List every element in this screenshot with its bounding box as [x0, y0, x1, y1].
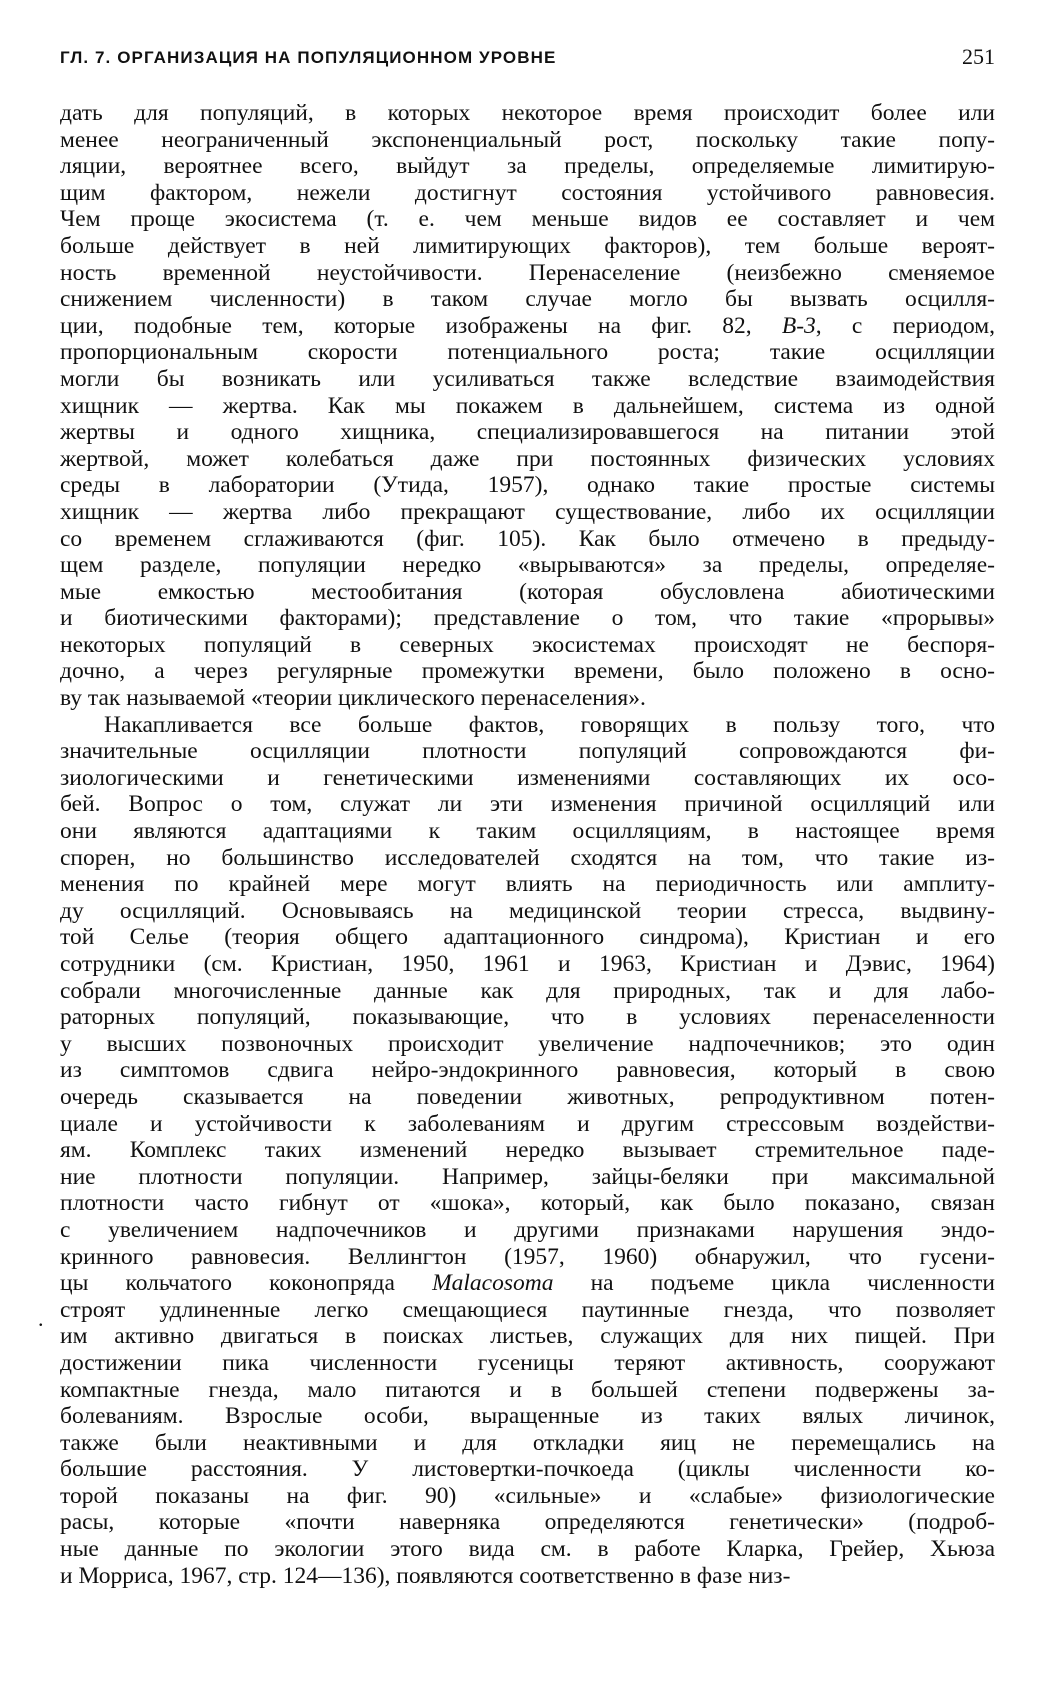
text-line: ду осцилляций. Основываясь на медицинской теории стресса, выдвину-	[60, 897, 995, 924]
text-line: ляции, вероятнее всего, выйдут за пределы, определяемые лимитирую-	[60, 153, 995, 180]
text-line: со временем сглаживаются (фиг. 105). Как было отмечено в предыду-	[60, 525, 995, 552]
text-line: компактные гнезда, мало питаются и в большей степени подвержены за-	[60, 1376, 995, 1403]
text-line: дать для популяций, в которых некоторое время происходит более или	[60, 100, 995, 126]
body-text	[60, 100, 995, 1589]
text-line: ям. Комплекс таких изменений нередко вызывает стремительное паде-	[60, 1137, 995, 1164]
text-line: болеваниям. Взрослые особи, выращенные из таких вялых личинок,	[60, 1403, 995, 1430]
text-line: из симптомов сдвига нейро-эндокринного равновесия, который в свою	[60, 1057, 995, 1084]
text-line: мые емкостью местообитания (которая обусловлена абиотическими	[60, 578, 995, 605]
text-line: больше действует в ней лимитирующих факторов), тем больше вероят-	[60, 232, 995, 259]
text-line: расы, которые «почти наверняка определяются генетически» (подроб-	[60, 1509, 995, 1536]
text-line: достижении пика численности гусеницы теряют активность, сооружают	[60, 1349, 995, 1376]
text-line: среды в лаборатории (Утида, 1957), однако такие простые системы	[60, 472, 995, 499]
text-line: также были неактивными и для откладки яиц не перемещались на	[60, 1429, 995, 1456]
text-line: торой показаны на фиг. 90) «сильные» и «слабые» физиологические	[60, 1482, 995, 1509]
margin-mark: .	[38, 1306, 44, 1331]
text-line: менения по крайней мере могут влиять на периодичность или амплиту-	[60, 871, 995, 898]
text-line: щим фактором, нежели достигнут состояния устойчивого равновесия.	[60, 179, 995, 206]
text-line: и биотическими факторами); представление о том, что такие «прорывы»	[60, 605, 995, 632]
text-line: дочно, а через регулярные промежутки времени, было положено в осно-	[60, 658, 995, 685]
text-line: у высших позвоночных происходит увеличение надпочечников; это один	[60, 1030, 995, 1057]
text-line: Чем проще экосистема (т. е. чем меньше видов ее составляет и чем	[60, 206, 995, 233]
italic-term: Malacosoma	[432, 1270, 554, 1297]
text-line: раторных популяций, показывающие, что в условиях перенаселенности	[60, 1004, 995, 1031]
text-line: той Селье (теория общего адаптационного синдрома), Кристиан и его	[60, 924, 995, 951]
text-line: плотности часто гибнут от «шока», который, как было показано, связан	[60, 1190, 995, 1217]
text-line: ность временной неустойчивости. Перенаселение (неизбежно сменяемое	[60, 259, 995, 286]
text-line: и Морриса, 1967, стр. 124—136), появляются соответственно в фазе низ-	[60, 1562, 791, 1589]
text-line: некоторых популяций в северных экосистемах происходят не беспоря-	[60, 631, 995, 658]
text-line: ции, подобные тем, которые изображены на фиг. 82, В-3, с периодом,	[60, 312, 995, 339]
text-line: хищник — жертва. Как мы покажем в дальнейшем, система из одной	[60, 392, 995, 419]
text-line: очередь сказывается на поведении животных, репродуктивном потен-	[60, 1083, 995, 1110]
text-line: щем разделе, популяции нередко «вырываются» за пределы, определяе-	[60, 552, 995, 579]
text-line: бей. Вопрос о том, служат ли эти изменения причиной осцилляций или	[60, 791, 995, 818]
text-line: значительные осцилляции плотности популяций сопровождаются фи-	[60, 738, 995, 765]
paragraph	[60, 100, 995, 712]
paragraph	[60, 712, 995, 1590]
text-line: зиологическими и генетическими изменениями составляющих их осо-	[60, 764, 995, 791]
text-line: Накапливается все больше фактов, говорящих в пользу того, что	[104, 711, 995, 738]
text-line: с увеличением надпочечников и другими признаками нарушения эндо-	[60, 1216, 995, 1243]
text-line: собрали многочисленные данные как для природных, так и для лабо-	[60, 977, 995, 1004]
text-line: строят удлиненные легко смещающиеся паутинные гнезда, что позволяет	[60, 1296, 995, 1323]
text-line: им активно двигаться в поисках листьев, служащих для них пищей. При	[60, 1323, 995, 1350]
text-line: ву так называемой «теории циклического перенаселения».	[60, 685, 646, 712]
text-line: сотрудники (см. Кристиан, 1950, 1961 и 1963, Кристиан и Дэвис, 1964)	[60, 951, 995, 977]
text-line: могли бы возникать или усиливаться также вследствие взаимодействия	[60, 365, 995, 392]
text-line: они являются адаптациями к таким осцилляциям, в настоящее время	[60, 818, 995, 845]
text-line: жертвы и одного хищника, специализировавшегося на питании этой	[60, 419, 995, 446]
text-line: цы кольчатого коконопряда Malacosoma на подъеме цикла численности	[60, 1270, 995, 1297]
text-line: пропорциональным скорости потенциального роста; такие осцилляции	[60, 339, 995, 366]
text-line: хищник — жертва либо прекращают существование, либо их осцилляции	[60, 498, 995, 525]
page-header	[60, 42, 995, 78]
text-line: спорен, но большинство исследователей сходятся на том, что такие из-	[60, 844, 995, 871]
italic-term: В-3	[781, 312, 816, 339]
text-line: циале и устойчивости к заболеваниям и другим стрессовым воздействи-	[60, 1110, 995, 1137]
text-line: снижением численности) в таком случае могло бы вызвать осцилля-	[60, 286, 995, 313]
text-line: большие расстояния. У листовертки-почкоеда (циклы численности ко-	[60, 1456, 995, 1483]
text-line: менее неограниченный экспоненциальный рост, поскольку такие попу-	[60, 126, 995, 153]
text-line: ние плотности популяции. Например, зайцы-беляки при максимальной	[60, 1163, 995, 1190]
text-line: ные данные по экологии этого вида см. в работе Кларка, Грейер, Хьюза	[60, 1536, 995, 1563]
text-line: кринного равновесия. Веллингтон (1957, 1960) обнаружил, что гусени-	[60, 1243, 995, 1270]
text-line: жертвой, может колебаться даже при постоянных физических условиях	[60, 445, 995, 472]
running-head: ГЛ. 7. ОРГАНИЗАЦИЯ НА ПОПУЛЯЦИОННОМ УРОВНЕ	[60, 48, 557, 67]
page-number: 251	[962, 44, 995, 69]
